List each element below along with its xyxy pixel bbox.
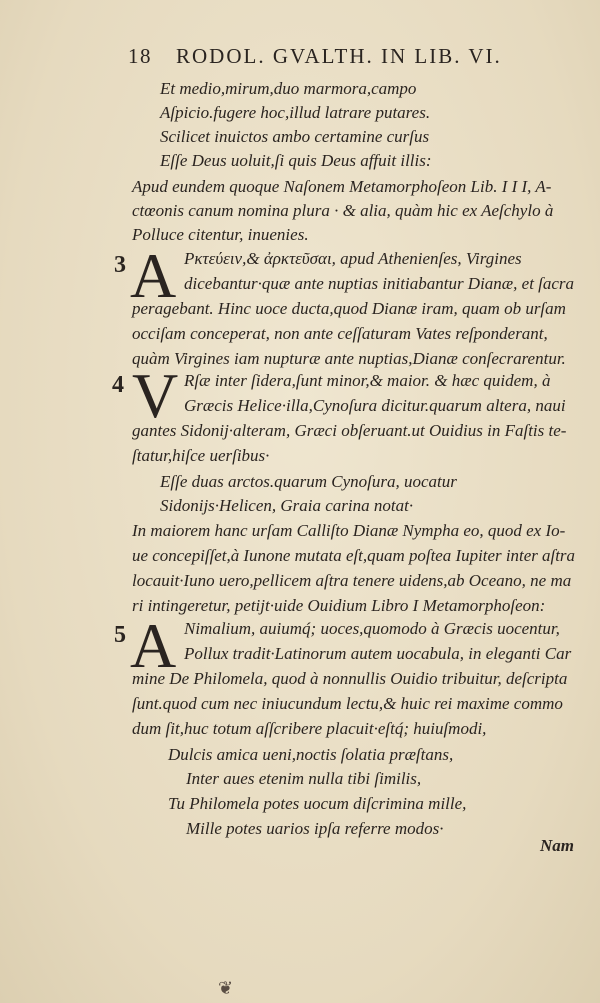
catchword: Nam [540,836,574,855]
text-line: In maiorem hanc urſam Calliſto Dianæ Nympha eo, quod ex Io- [132,521,566,540]
text-line: Polluce citentur, inuenies. [132,225,309,244]
section-number: 4 [112,372,124,398]
text-line: Eſſe Deus uoluit,ſi quis Deus affuit illis: [160,151,432,170]
text-line: Tu Philomela potes uocum diſcrimina mille, [168,794,467,813]
text-line: Eſſe duas arctos.quarum Cynoſura, uocatur [160,472,457,491]
text-line: Inter aues etenim nulla tibi ſimilis, [186,769,422,788]
text-line: Græcis Helice·illa,Cynoſura dicitur.quarum altera, naui [184,396,566,415]
text-line: ue concepiſſet,à Iunone mutata eſt,quam poſtea Iupiter inter aſtra [132,546,575,565]
text-line: Sidonijs·Helicen, Graia carina notat· [160,496,414,515]
printer-ornament-icon: ❦ [218,978,234,999]
text-line: Mille potes uarios ipſa referre modos· [186,819,444,838]
folio-number: 18 [128,44,152,68]
text-line: ctœonis canum nomina plura · & alia, quàm hic ex Aeſchylo à [132,201,554,220]
text-line: dicebantur·quæ ante nuptias initiabantur Dianæ, et ſacra [184,274,575,293]
initial-letter: A [130,240,177,311]
initial-letter: V [132,360,179,431]
text-line: occiſam conceperat, non ante ceſſaturam Vates reſponderant, [132,324,548,343]
text-line: ſtatur,hiſce uerſibus· [132,446,270,465]
text-line: Nimalium, auiumq́; uoces,quomodo à Græcis uocentur, [184,619,560,638]
text-line: Rſæ inter ſidera,ſunt minor,& maior. & hæc quidem, à [184,371,551,390]
text-line: Aſpicio.fugere hoc,illud latrare putares. [160,103,431,122]
text-line: Et medio,mirum,duo marmora,campo [160,79,417,98]
text-line: gantes Sidonij·alteram, Græci obſeruant.ut Ouidius in Faſtis te- [132,421,567,440]
page-header [128,44,528,70]
text-line: Ρκτεύειν,& ἀρκτεῦσαι, apud Athenienſes, Virgines [184,249,522,268]
text-line: Apud eundem quoque Naſonem Metamorphoſeon Lib. I I I, A- [132,177,552,196]
text-line: quàm Virgines iam nupturæ ante nuptias,Dianæ conſecrarentur. [132,349,566,368]
section-number: 3 [114,252,126,278]
section-number: 5 [114,622,126,648]
text-line: ſunt.quod cum nec iniucundum lectu,& huic rei maxime commo [132,694,563,713]
initial-letter: A [130,610,177,681]
text-line: ri intingeretur, petijt·uide Ouidium Libro I Metamorphoſeon: [132,596,546,615]
text-line: Pollux tradit·Latinorum autem uocabula, in eleganti Car [184,644,572,663]
text-line: mine De Philomela, quod à nonnullis Ouidio tribuitur, deſcripta [132,669,568,688]
text-line: dum ſit,huc totum aſſcribere placuit·eſtq́; huiuſmodi, [132,719,487,738]
text-line: Dulcis amica ueni,noctis ſolatia præſtans, [168,745,454,764]
text-line: Scilicet inuictos ambo certamine curſus [160,127,430,146]
running-head: RODOL. GVALTH. IN LIB. VI. [176,44,502,68]
text-line: locauit·Iuno uero,pellicem aſtra tenere uidens,ab Oceano, ne ma [132,571,572,590]
text-line: peragebant. Hinc uoce ducta,quod Dianæ iram, quam ob urſam [132,299,566,318]
